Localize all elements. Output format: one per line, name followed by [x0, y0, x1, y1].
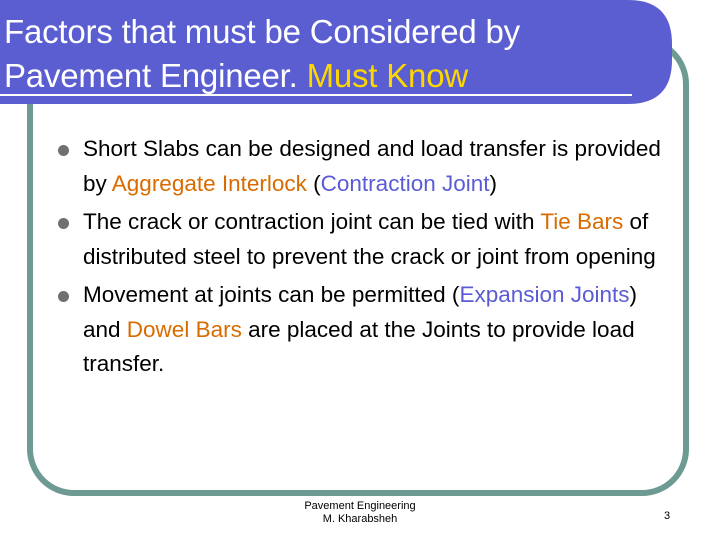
highlight-tie-bars: Tie Bars — [540, 209, 624, 234]
bullet-text: ) and — [83, 282, 638, 342]
bullet-item-tie-bars — [58, 205, 668, 274]
slide-title-line-2 — [4, 58, 468, 94]
title-main-text: Pavement Engineer. — [4, 57, 307, 94]
title-accent-text: Must Know — [306, 57, 468, 94]
bullet-dot-icon — [58, 291, 69, 302]
bullet-item-movement — [58, 278, 668, 382]
page-number: 3 — [664, 510, 671, 522]
highlight-dowel-bars: Dowel Bars — [126, 316, 242, 342]
highlight-expansion-joints: Expansion Joints — [459, 282, 630, 307]
bullet-item-short-slabs — [58, 132, 668, 201]
title-box — [0, 0, 670, 100]
footer-course: Pavement Engineering — [304, 500, 416, 512]
bullet-text: Movement at joints can be permitted ( — [83, 282, 460, 307]
bullet-text: Short Slabs can be designed and load transfer is provided by — [83, 136, 661, 196]
bullet-dot-icon — [58, 218, 69, 229]
slide-title-line-1: Factors that must be Considered by — [4, 13, 520, 50]
highlight-contraction-joint: Contraction Joint — [320, 170, 490, 196]
bullet-dot-icon — [58, 145, 69, 156]
highlight-aggregate-interlock: Aggregate Interlock — [111, 170, 307, 196]
bullet-text: of distributed steel to prevent the crack or joint from opening — [83, 209, 656, 269]
bullet-text: The crack or contraction joint can be tied with — [83, 209, 541, 234]
bullet-list — [58, 132, 668, 386]
bullet-text: ( — [306, 170, 321, 196]
footer-author: M. Kharabsheh — [322, 513, 398, 525]
bullet-text: ) — [489, 170, 497, 196]
bullet-text: are placed at the Joints to provide load transfer. — [83, 316, 635, 376]
